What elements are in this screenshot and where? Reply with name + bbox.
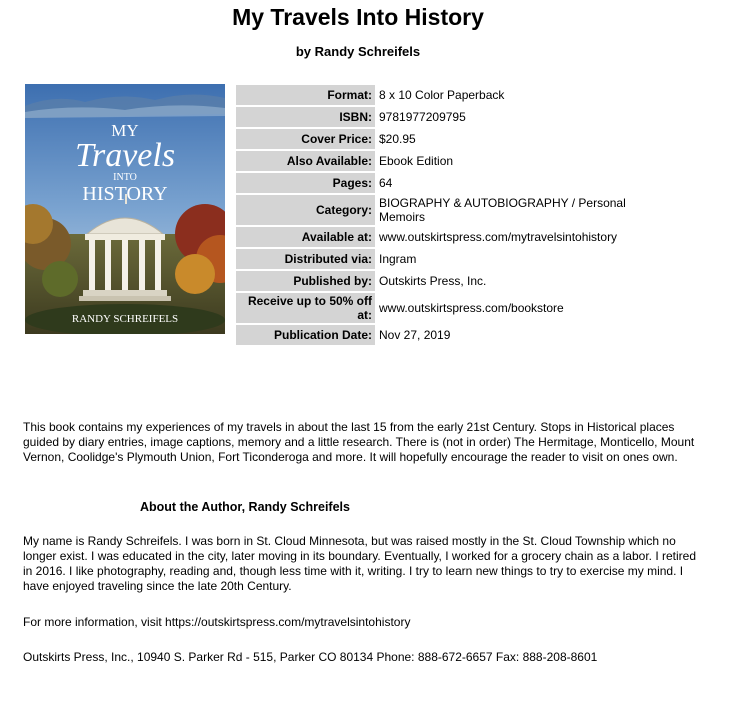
detail-label: Format: (236, 85, 375, 105)
detail-value: Outskirts Press, Inc. (379, 274, 487, 288)
book-cover-image (25, 84, 225, 334)
detail-row-publication-date (236, 325, 676, 345)
detail-label: Also Available: (236, 151, 375, 171)
cover-title-travels: Travels (74, 137, 176, 174)
detail-label: ISBN: (236, 107, 375, 127)
detail-value: Ebook Edition (379, 154, 454, 168)
about-author-heading: About the Author, Randy Schreifels (140, 500, 350, 514)
detail-row-category (236, 195, 676, 225)
book-title: My Travels Into History (232, 4, 484, 30)
detail-label: Publication Date: (236, 325, 375, 345)
cover-title-my: MY (111, 121, 139, 140)
detail-value: BIOGRAPHY & AUTOBIOGRAPHY / Personal Memoirs (379, 196, 626, 224)
cover-title-history: HISTORY (82, 183, 168, 205)
detail-value: 9781977209795 (379, 110, 466, 124)
detail-label: Category: (236, 195, 375, 225)
book-description: This book contains my experiences of my travels in about the last 15 from the early 21st Century. Stops in Historical places guided by diary entries, image captions, memory and a little research. There is (not in order) The Hermitage, Monticello, Mount Vernon, Coolidge's Plymouth Union, Fort Ticonderoga and more. It will hopefully encourage the reader to visit on ones own. (23, 420, 695, 464)
book-details-table (236, 83, 676, 347)
detail-label: Receive up to 50% off at: (236, 293, 375, 323)
book-byline: by Randy Schreifels (295, 44, 421, 59)
detail-row-available-at (236, 227, 676, 247)
detail-value: www.outskirtspress.com/bookstore (379, 301, 564, 315)
detail-row-discount (236, 293, 676, 323)
detail-row-isbn (236, 107, 676, 127)
detail-label: Pages: (236, 173, 375, 193)
detail-label: Available at: (236, 227, 375, 247)
detail-value: $20.95 (379, 132, 416, 146)
detail-value: Ingram (379, 252, 417, 266)
detail-label: Distributed via: (236, 249, 375, 269)
detail-label: Cover Price: (236, 129, 375, 149)
detail-row-format (236, 85, 676, 105)
publisher-footer: Outskirts Press, Inc., 10940 S. Parker Rd - 515, Parker CO 80134 Phone: 888-672-6657 Fax: 888-208-8601 (23, 650, 598, 664)
detail-value: 64 (379, 176, 393, 190)
cover-illustration (25, 84, 225, 334)
detail-value: www.outskirtspress.com/mytravelsintohistory (379, 230, 618, 244)
detail-row-published-by (236, 271, 676, 291)
detail-label: Published by: (236, 271, 375, 291)
cover-author: RANDY SCHREIFELS (71, 313, 179, 325)
author-bio: My name is Randy Schreifels. I was born in St. Cloud Minnesota, but was raised mostly in the St. Cloud Township which no longer exist. I was educated in the city, later moving in its boundary. Eventually, I worked for a grocery chain as a labor. I retired in 2016. I like photography, reading and, though less time with it, writing. I try to learn new things to try to exercise my mind. I have enjoyed traveling since the late 20th Century. (23, 534, 697, 593)
detail-row-distributed-via (236, 249, 676, 269)
detail-row-pages (236, 173, 676, 193)
cover-title-into: INTO (113, 172, 137, 183)
detail-value: Nov 27, 2019 (379, 328, 451, 342)
more-info-text: For more information, visit https://outskirtspress.com/mytravelsintohistory (23, 615, 411, 629)
detail-row-also-available (236, 151, 676, 171)
detail-row-cover-price (236, 129, 676, 149)
detail-value: 8 x 10 Color Paperback (379, 88, 505, 102)
